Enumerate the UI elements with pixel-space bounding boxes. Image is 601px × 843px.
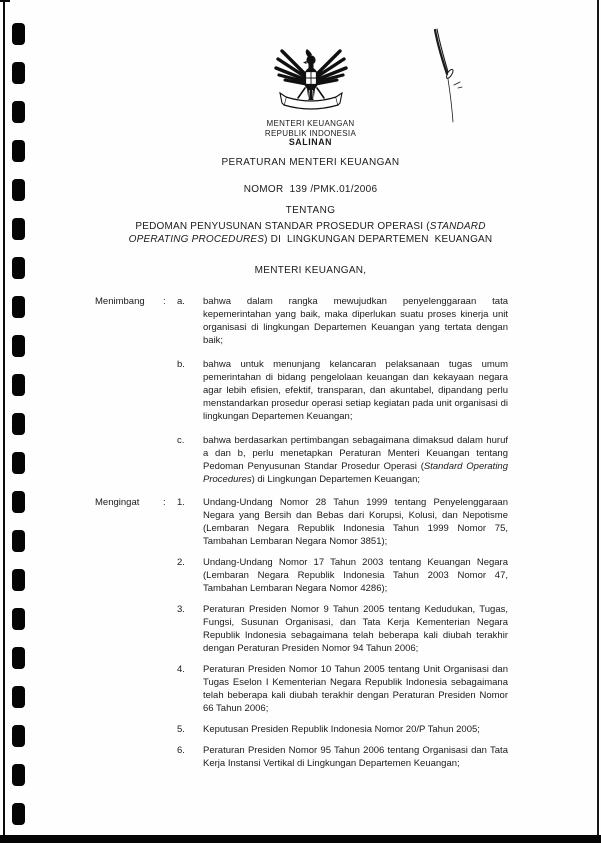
- letterhead: [112, 119, 509, 148]
- right-scan-edge-line: [597, 0, 599, 838]
- clause-item: [95, 358, 508, 423]
- section-colon: [163, 603, 177, 655]
- clause-marker: 3.: [177, 604, 185, 615]
- punch-hole: [12, 452, 25, 474]
- punch-hole: [12, 101, 25, 123]
- section-colon: [163, 723, 177, 736]
- clause-item: [95, 603, 508, 655]
- punch-hole: [12, 218, 25, 240]
- tentang-label: TENTANG: [285, 205, 336, 216]
- section-label: Menimbang: [95, 296, 145, 307]
- regulation-title: [112, 220, 509, 246]
- clause-text: [203, 663, 508, 715]
- text-segment: bahwa berdasarkan pertimbangan sebagaimana dimaksud dalam huruf a dan b, perlu menetapkan Peraturan Menteri Keuangan tentang Pedoman Penyusunan Standar Prosedur Operasi (: [203, 435, 508, 472]
- clause-text: [203, 434, 508, 486]
- text-segment: ) DI LINGKUNGAN DEPARTEMEN KEUANGAN: [264, 234, 493, 245]
- clause-marker: b.: [177, 359, 185, 370]
- section-colon: [163, 663, 177, 715]
- clause-text: [203, 556, 508, 595]
- clause-marker: 6.: [177, 745, 185, 756]
- menimbang-section: [95, 295, 508, 486]
- punch-hole: [12, 725, 25, 747]
- punch-hole: [12, 179, 25, 201]
- punch-hole: [12, 23, 25, 45]
- text-segment: ) di Lingkungan Departemen Keuangan;: [251, 474, 421, 485]
- bottom-scan-edge-bar: [0, 835, 601, 843]
- section-label: [95, 603, 163, 655]
- punch-hole: [12, 686, 25, 708]
- clause-item: [95, 723, 508, 736]
- section-label: [95, 744, 163, 770]
- punch-hole: [12, 62, 25, 84]
- clause-item: [95, 434, 508, 486]
- section-label: [95, 723, 163, 736]
- clause-marker: 1.: [177, 497, 185, 508]
- clause-item: [95, 744, 508, 770]
- text-segment: Undang-Undang Nomor 17 Tahun 2003 tentang Keuangan Negara (Lembaran Negara Republik Indonesia Tahun 2003 Nomor 47, Tambahan Lembaran Negara Nomor 4286);: [203, 557, 508, 594]
- italic-text-segment: Standard Operating Procedures: [203, 461, 508, 485]
- text-segment: Undang-Undang Nomor 28 Tahun 1999 tentang Penyelenggaraan Negara yang Bersih dan Bebas dari Korupsi, Kolusi, dan Nepotisme (Lembaran Negara Republik Indonesia Tahun 1999 Nomor 75, Tambahan Lembaran Negara Nomor 3851);: [203, 497, 508, 547]
- punch-hole: [12, 647, 25, 669]
- section-label: [95, 663, 163, 715]
- text-segment: bahwa dalam rangka mewujudkan penyelenggaraan tata kepemerintahan yang baik, maka diperlukan suatu proses kinerja unit organisasi di lingkungan Departemen Keuangan yang tertata dengan baik;: [203, 296, 508, 346]
- clause-text: [203, 744, 508, 770]
- clause-text: [203, 295, 508, 347]
- punch-hole: [12, 569, 25, 591]
- punch-hole: [12, 803, 25, 825]
- clause-marker: c.: [177, 435, 185, 446]
- punch-hole: [12, 335, 25, 357]
- mengingat-section: [95, 496, 508, 770]
- text-segment: bahwa untuk menunjang kelancaran pelaksanaan tugas umum pemerintahan di bidang pengelolaan keuangan dan kekayaan negara agar lebih efisien, efektif, transparan, dan akuntabel, dipandang perlu menstandarkan prosedur operasi setiap kegiatan pada unit organisasi di lingkungan Departemen Keuangan;: [203, 359, 508, 422]
- punch-hole: [12, 608, 25, 630]
- punch-hole: [12, 491, 25, 513]
- punch-hole: [12, 374, 25, 396]
- clause-marker: 2.: [177, 557, 185, 568]
- clause-item: [95, 556, 508, 595]
- section-label: [95, 434, 163, 486]
- clause-text: [203, 723, 508, 736]
- top-scan-edge-mark: [0, 0, 10, 2]
- handwritten-annotation: [425, 24, 467, 129]
- punch-hole: [12, 413, 25, 435]
- clause-marker: a.: [177, 296, 185, 307]
- regulation-number: NOMOR 139 /PMK.01/2006: [243, 184, 378, 195]
- clause-text: [203, 358, 508, 423]
- section-colon: [163, 358, 177, 423]
- republic-name: REPUBLIK INDONESIA: [264, 128, 357, 138]
- clause-item: [95, 663, 508, 715]
- section-colon: :: [163, 497, 166, 508]
- clause-item: [95, 295, 508, 347]
- punch-hole: [12, 296, 25, 318]
- clause-text: [203, 496, 508, 548]
- section-colon: [163, 744, 177, 770]
- italic-text-segment: STANDARD OPERATING PROCEDURES: [128, 221, 489, 245]
- text-segment: Keputusan Presiden Republik Indonesia Nomor 20/P Tahun 2005;: [203, 724, 480, 735]
- section-label: [95, 556, 163, 595]
- punch-hole: [12, 764, 25, 786]
- section-label: Mengingat: [95, 497, 140, 508]
- clause-marker: 5.: [177, 724, 185, 735]
- section-colon: :: [163, 296, 166, 307]
- section-colon: [163, 556, 177, 595]
- clause-text: [203, 603, 508, 655]
- section-colon: [163, 434, 177, 486]
- text-segment: PEDOMAN PENYUSUNAN STANDAR PROSEDUR OPERASI (: [135, 221, 430, 232]
- clause-item: [95, 496, 508, 548]
- punch-hole: [12, 257, 25, 279]
- section-label: [95, 358, 163, 423]
- text-segment: Peraturan Presiden Nomor 95 Tahun 2006 tentang Organisasi dan Tata Kerja Instansi Vertikal di Lingkungan Departemen Keuangan;: [203, 745, 508, 769]
- text-segment: Peraturan Presiden Nomor 10 Tahun 2005 tentang Unit Organisasi dan Tugas Eselon I Kementerian Negara Republik Indonesia sebagaimana telah beberapa kali diubah terakhir dengan Peraturan Presiden Nomor 66 Tahun 2006;: [203, 664, 508, 714]
- punch-hole: [12, 140, 25, 162]
- left-scan-edge-line: [3, 0, 5, 843]
- salinan-label: SALINAN: [288, 137, 333, 147]
- clause-marker: 4.: [177, 664, 185, 675]
- issuer-line: MENTERI KEUANGAN,: [254, 265, 367, 276]
- punch-hole: [12, 530, 25, 552]
- garuda-pancasila-emblem: [272, 47, 350, 113]
- text-segment: Peraturan Presiden Nomor 9 Tahun 2005 tentang Kedudukan, Tugas, Fungsi, Susunan Organisasi, dan Tata Kerja Kementerian Negara Republik Indonesia sebagaimana telah beberapa kali diubah terakhir dengan Peraturan Presiden Nomor 94 Tahun 2006;: [203, 604, 508, 654]
- ministry-name: MENTERI KEUANGAN: [266, 119, 355, 128]
- regulation-type: PERATURAN MENTERI KEUANGAN: [221, 157, 400, 168]
